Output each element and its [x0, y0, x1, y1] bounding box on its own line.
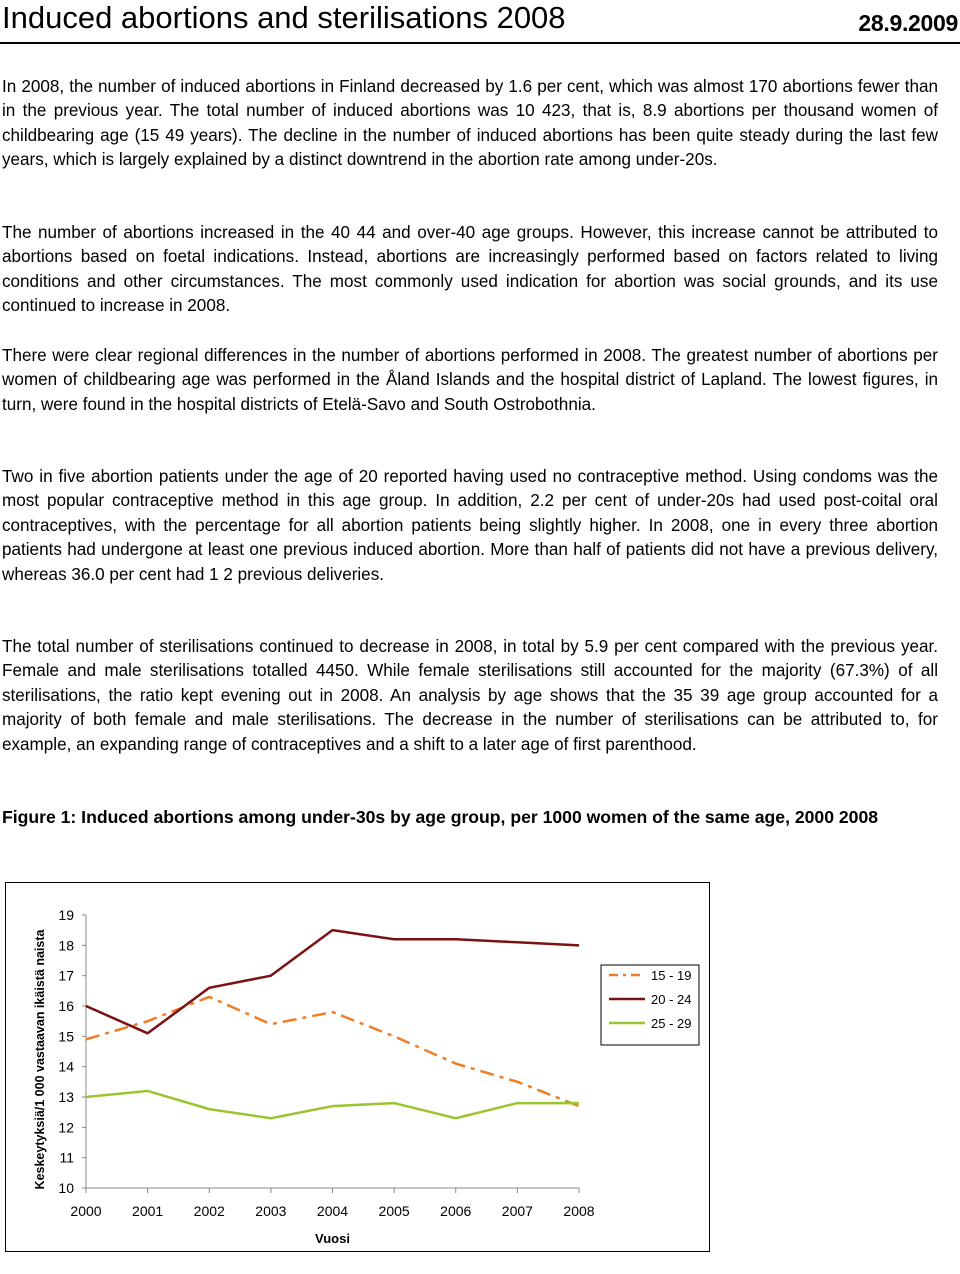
figure-caption: Figure 1: Induced abortions among under-30s by age group, per 1000 women of the same age, 2000 2008 — [2, 807, 879, 827]
x-tick-label: 2006 — [440, 1203, 472, 1219]
header-rule — [0, 42, 960, 44]
x-tick-label: 2004 — [316, 1203, 349, 1219]
line-chart — [5, 882, 710, 1252]
y-tick-label: 10 — [58, 1180, 74, 1196]
y-tick-label: 12 — [58, 1119, 74, 1136]
x-axis-title: Vuosi — [315, 1231, 350, 1246]
y-tick-label: 18 — [58, 937, 74, 954]
paragraph-abortions-summary: In 2008, the number of induced abortions in Finland decreased by 1.6 per cent, which was almost 170 abortions fewer than in the previous year. The total number of induced abortions was 10 423, that is, 8.9 abortions per thousand women of childbearing age (15 49 years). The decline in the number of induced abortions has been quite steady during the last few years, which is largely explained by a distinct downtrend in the abortion rate among under-20s. — [2, 77, 938, 170]
paragraph-age-groups: The number of abortions increased in the 40 44 and over-40 age groups. However, this increase cannot be attributed to abortions based on foetal indications. Instead, abortions are increasingly performed based on factors related to living conditions and other circumstances. The most commonly used indication for abortion was social grounds, and its use continued to increase in 2008. — [2, 223, 938, 316]
legend-label: 15 - 19 — [651, 968, 692, 983]
document-title: Induced abortions and sterilisations 2008 — [2, 0, 566, 35]
x-tick-label: 2003 — [255, 1203, 287, 1219]
x-tick-label: 2002 — [193, 1203, 225, 1219]
x-tick-label: 2000 — [70, 1203, 102, 1219]
publication-date: 28.9.2009 — [858, 10, 958, 36]
y-tick-label: 14 — [58, 1058, 74, 1075]
y-tick-label: 16 — [58, 998, 74, 1014]
y-tick-label: 13 — [58, 1089, 74, 1105]
x-tick-label: 2008 — [563, 1203, 595, 1219]
paragraph-regional: There were clear regional differences in the number of abortions performed in 2008. The greatest number of abortions per women of childbearing age was performed in the Åland Islands and the hospital district of Lapland. The lowest figures, in turn, were found in the hospital districts of Etelä-Savo and South Ostrobothnia. — [2, 346, 938, 414]
x-tick-label: 2007 — [501, 1203, 533, 1219]
series-line-25-29 — [86, 1091, 579, 1118]
chart-svg — [6, 883, 711, 1253]
x-tick-label: 2005 — [378, 1203, 410, 1219]
y-tick-label: 11 — [59, 1149, 74, 1166]
y-tick-label: 19 — [58, 907, 74, 923]
x-tick-label: 2001 — [132, 1203, 164, 1219]
y-axis-title: Keskeytyksiä/1 000 vastaavan ikäistä naista — [33, 929, 47, 1190]
series-line-15-19 — [86, 997, 579, 1106]
legend-label: 25 - 29 — [651, 1016, 692, 1031]
paragraph-contraception: Two in five abortion patients under the age of 20 reported having used no contraceptive method. Using condoms was the most popular contraceptive method in this age group. In addition, 2.2 per cent of under-20s had used post-coital oral contraceptives, with the percentage for all abortion patients being slightly higher. In 2008, one in every three abortion patients had undergone at least one previous induced abortion. More than half of patients did not have a previous delivery, whereas 36.0 per cent had 1 2 previous deliveries. — [2, 467, 938, 584]
paragraph-sterilisations: The total number of sterilisations continued to decrease in 2008, in total by 5.9 per cent compared with the previous year. Female and male sterilisations totalled 4450. While female sterilisations still accounted for the majority (67.3%) of all sterilisations, the ratio kept evening out in 2008. An analysis by age shows that the 35 39 age group accounted for a majority of both female and male sterilisations. The decrease in the number of sterilisations can be attributed to, for example, an expanding range of contraceptives and a shift to a later age of first parenthood. — [2, 637, 938, 754]
y-tick-label: 17 — [58, 967, 74, 984]
legend-label: 20 - 24 — [651, 992, 692, 1007]
series-line-20-24 — [86, 930, 579, 1033]
y-tick-label: 15 — [58, 1028, 74, 1045]
